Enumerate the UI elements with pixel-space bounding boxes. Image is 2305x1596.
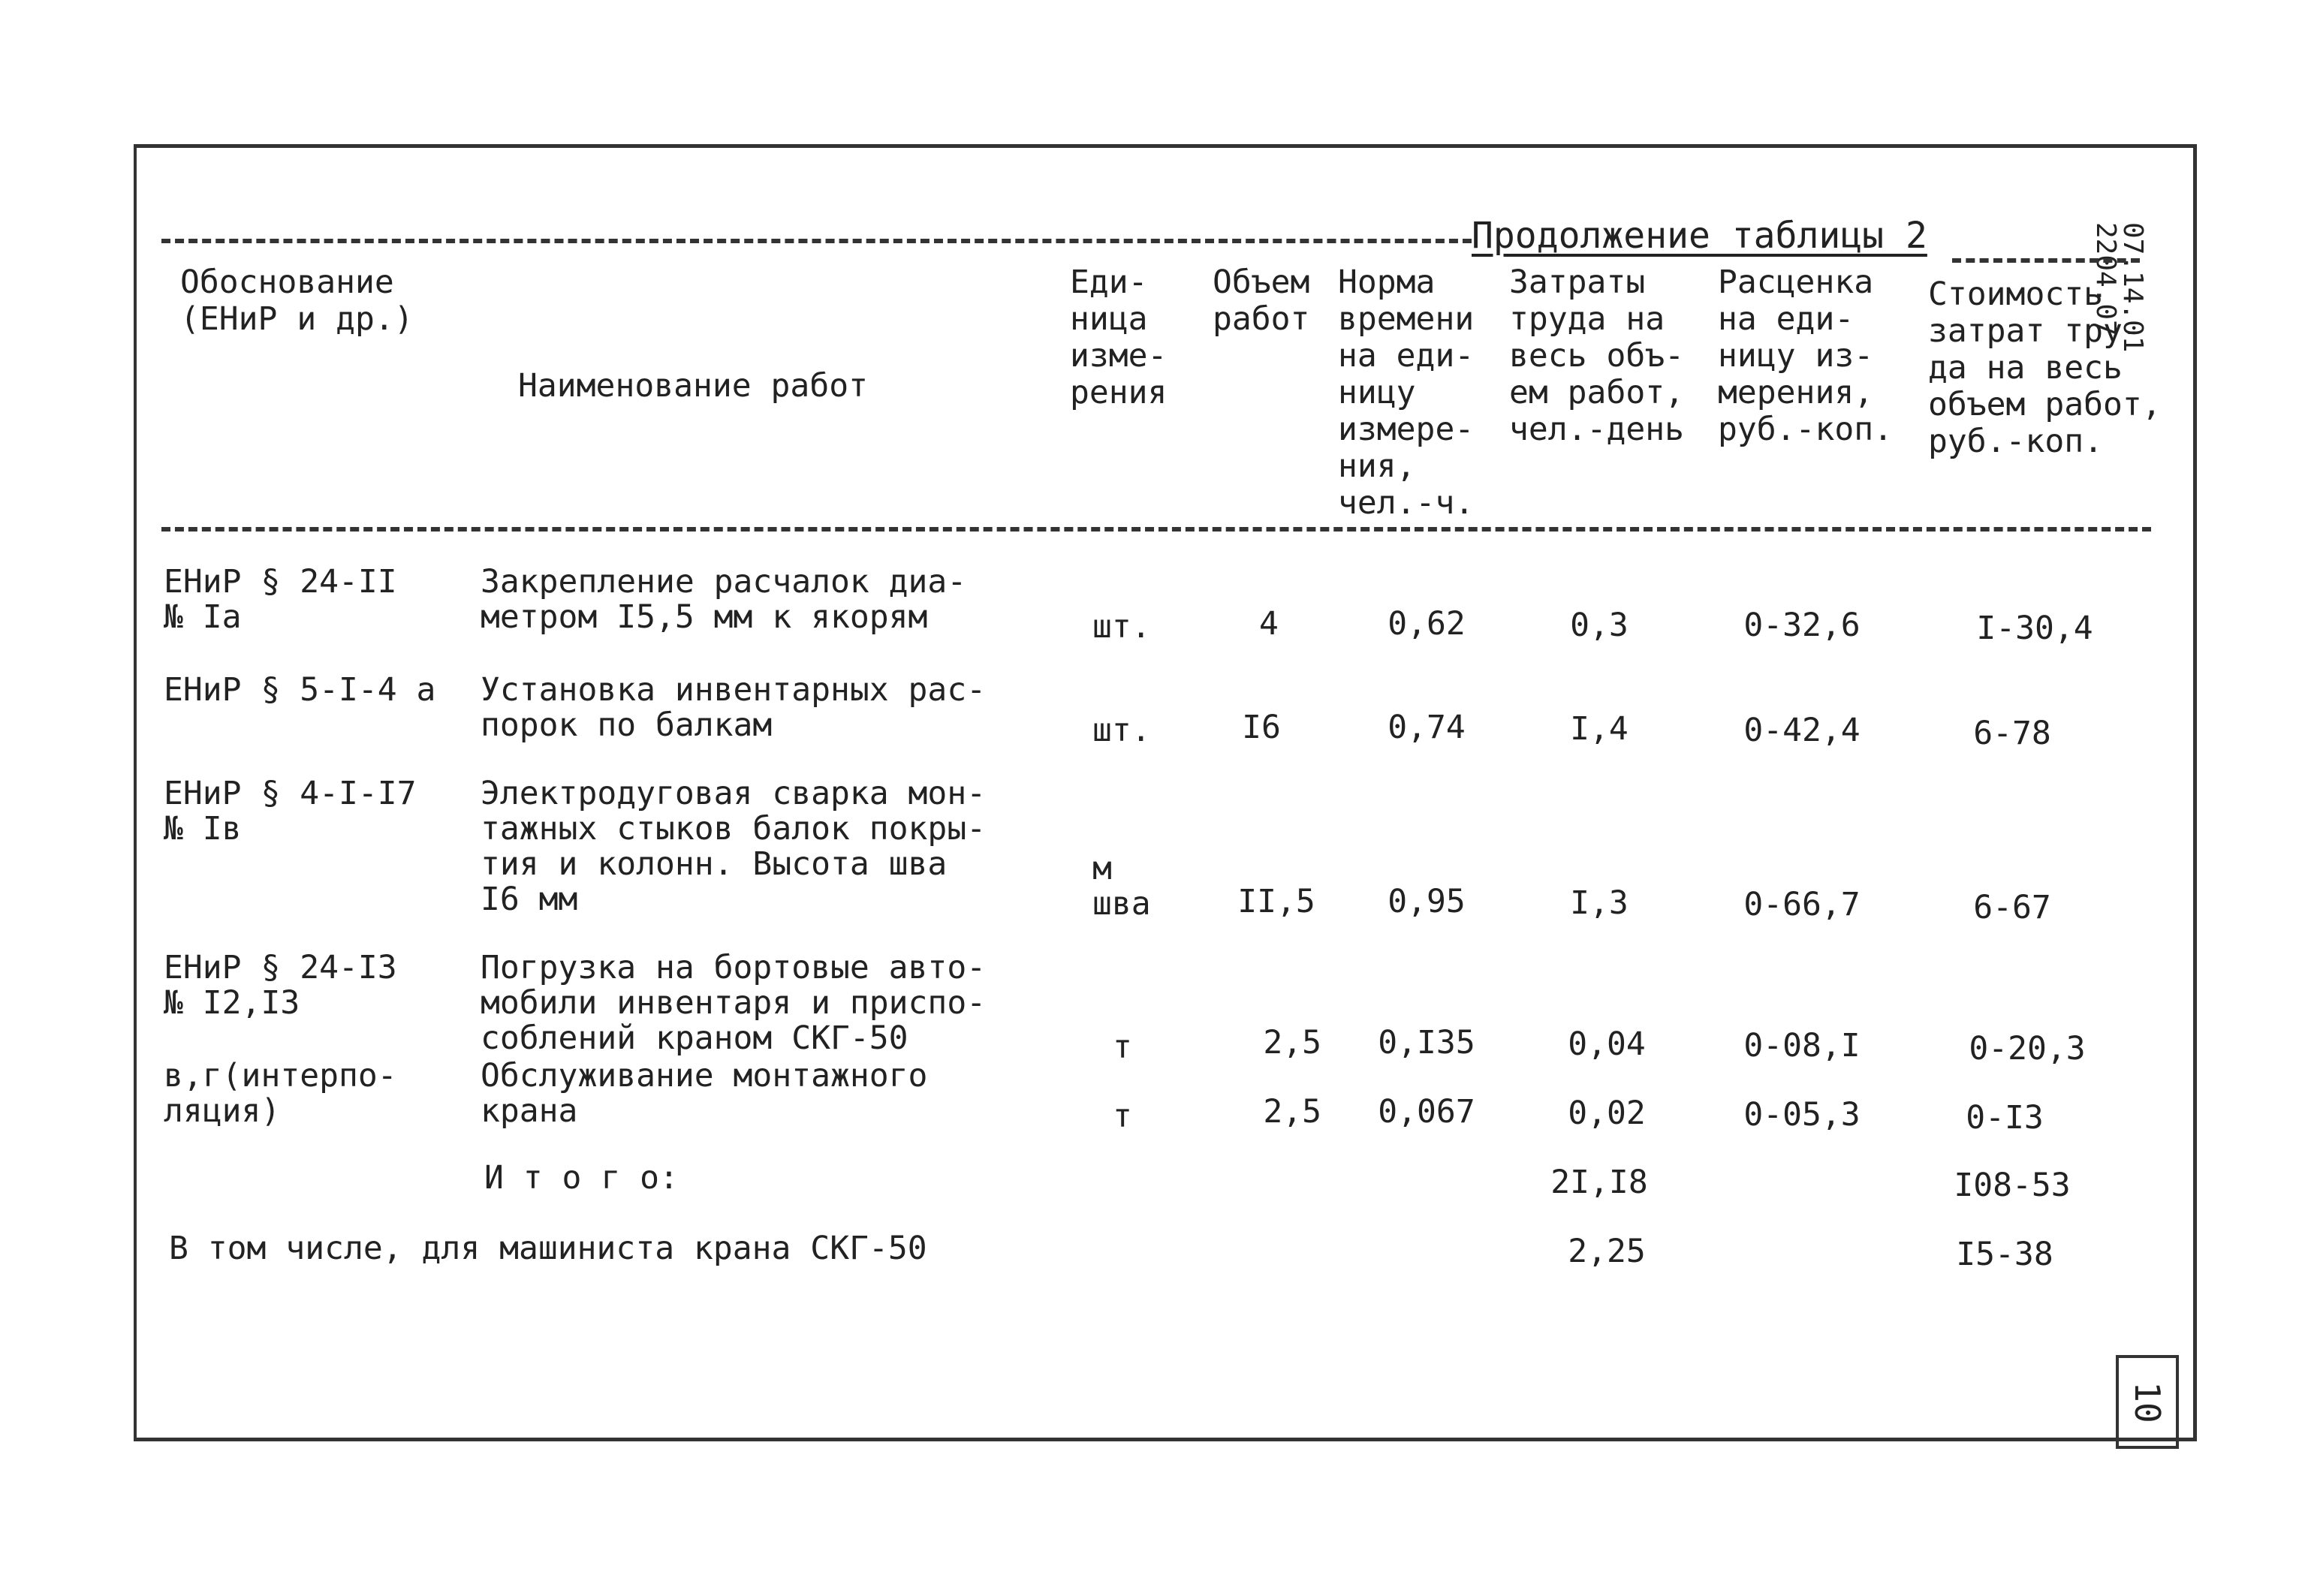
row-5-volume: 2,5 [1263, 1093, 1321, 1131]
header-rate: Расценка на еди- ницу из- мерения, руб.-коп. [1718, 263, 1893, 448]
header-cost: Стоимость затрат тру- да на весь объем работ, руб.-коп. [1928, 276, 2162, 460]
row-1-unit: шт. [1092, 608, 1151, 646]
header-top-rule-right [1952, 258, 2140, 263]
including-cost: I5-38 [1956, 1236, 2053, 1273]
row-4-unit: т [1113, 1028, 1132, 1066]
row-1-rate: 0-32,6 [1743, 607, 1861, 644]
total-labor: 2I,I8 [1550, 1164, 1648, 1201]
header-name: Наименование работ [518, 367, 868, 405]
header-unit: Еди- ница изме- рения [1070, 263, 1168, 411]
row-1-labor: 0,3 [1570, 607, 1629, 644]
row-1-basis: ЕНиР § 24-II № Iа [164, 563, 397, 636]
header-bottom-rule [161, 527, 2151, 531]
row-3-unit: м шва [1092, 850, 1151, 923]
row-2-basis: ЕНиР § 5-I-4 а [164, 671, 436, 709]
row-2-labor: I,4 [1570, 710, 1629, 748]
row-5-rate: 0-05,3 [1743, 1096, 1861, 1134]
row-4-name: Погрузка на бортовые авто- мобили инвентаря и приспо- соблений краном СКГ-50 [481, 949, 987, 1057]
including-label: В том числе, для машиниста крана СКГ-50 [169, 1230, 927, 1267]
header-norm: Норма времени на еди- ницу измере- ния, чел.-ч. [1338, 263, 1475, 522]
row-4-volume: 2,5 [1263, 1024, 1321, 1061]
row-2-volume: I6 [1242, 709, 1281, 746]
row-2-unit: шт. [1092, 712, 1151, 749]
header-basis: Обоснование (ЕНиР и др.) [180, 263, 414, 338]
side-code: 07.14.01 2204.07 [2090, 222, 2148, 353]
row-4-basis: ЕНиР § 24-I3 № I2,I3 [164, 949, 397, 1022]
row-5-basis: в,г(интерпо- ляция) [164, 1057, 397, 1130]
row-5-norm: 0,067 [1378, 1093, 1475, 1131]
row-3-name: Электродуговая сварка мон- тажных стыков балок покры- тия и колонн. Высота шва I6 мм [481, 775, 987, 918]
row-4-norm: 0,I35 [1378, 1024, 1475, 1061]
row-5-cost: 0-I3 [1966, 1099, 2044, 1137]
page-number: 10 [2127, 1381, 2168, 1423]
row-1-volume: 4 [1259, 605, 1279, 643]
total-cost: I08-53 [1954, 1167, 2071, 1204]
row-5-name: Обслуживание монтажного крана [481, 1057, 928, 1130]
row-4-labor: 0,04 [1568, 1025, 1646, 1063]
row-1-name: Закрепление расчалок диа- метром I5,5 мм к якорям [481, 563, 967, 636]
row-3-cost: 6-67 [1973, 889, 2051, 926]
row-4-rate: 0-08,I [1743, 1027, 1861, 1065]
row-5-unit: т [1113, 1098, 1132, 1135]
continuation-caption: Продолжение таблицы 2 [1472, 215, 1927, 257]
page-number-box [2116, 1355, 2179, 1449]
row-3-rate: 0-66,7 [1743, 886, 1861, 923]
row-2-norm: 0,74 [1388, 709, 1466, 746]
row-2-name: Установка инвентарных рас- порок по балкам [481, 671, 987, 744]
row-3-volume: II,5 [1237, 883, 1315, 920]
header-volume: Объем работ [1213, 263, 1310, 338]
including-labor: 2,25 [1568, 1233, 1646, 1270]
row-1-norm: 0,62 [1388, 605, 1466, 643]
row-3-basis: ЕНиР § 4-I-I7 № Iв [164, 775, 417, 848]
header-labor: Затраты труда на весь объ- ем работ, чел.-день [1509, 263, 1684, 448]
header-top-rule [161, 239, 1472, 243]
row-3-labor: I,3 [1570, 884, 1629, 922]
row-2-cost: 6-78 [1973, 715, 2051, 752]
row-5-labor: 0,02 [1568, 1095, 1646, 1132]
row-4-cost: 0-20,3 [1969, 1030, 2086, 1068]
row-2-rate: 0-42,4 [1743, 712, 1861, 749]
row-3-norm: 0,95 [1388, 883, 1466, 920]
total-label: И т о г о: [484, 1159, 679, 1197]
row-1-cost: I-30,4 [1976, 610, 2093, 647]
